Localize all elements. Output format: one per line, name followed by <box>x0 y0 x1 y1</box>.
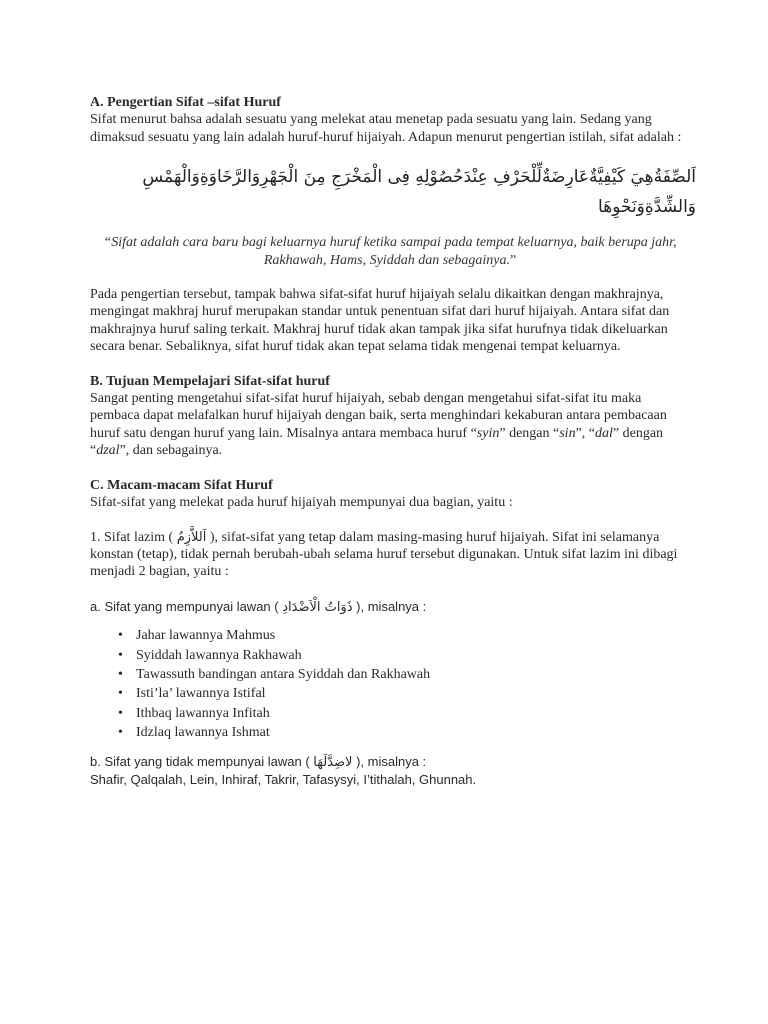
list-item: • Ithbaq lawannya Infitah <box>136 704 690 723</box>
quote-open: “ <box>103 235 112 251</box>
list-item: • Jahar lawannya Mahmus <box>136 626 690 645</box>
no-opposite-arabic: لاضِدَّلَهَا <box>313 754 353 770</box>
sifat-lazim-paragraph: 1. Sifat lazim ( اَللاَّزِمُ ), sifat-sifat yang tetap dalam masing-masing huruf hijaiyah. Sifat ini selamanya konstan (tetap), tidak pernah berubah-ubah selama huruf tersebut digunakan. Untuk sifat lazim ini dibagi menjadi 2 bagian, yaitu : <box>90 529 678 580</box>
term-sin: sin <box>559 425 576 441</box>
quote-text: Sifat adalah cara baru bagi keluarnya huruf ketika sampai pada tempat keluarnya, baik berupa jahr, Rakhawah, Hams, Syiddah dan sebagainya. <box>111 235 677 268</box>
list-item: • Isti’la’ lawannya Istifal <box>136 684 690 703</box>
term-dal: dal <box>595 425 613 441</box>
no-opposite-examples: Shafir, Qalqalah, Lein, Inhiraf, Takrir, Tafasysyi, I’tithalah, Ghunnah. <box>90 771 477 787</box>
section-c-intro: Sifat-sifat yang melekat pada huruf hijaiyah mempunyai dua bagian, yaitu : <box>90 495 513 511</box>
section-c-heading: C. Macam-macam Sifat Huruf <box>90 477 273 493</box>
lazim-arabic: اَللاَّزِمُ <box>176 529 207 545</box>
term-dzal: dzal <box>96 443 120 459</box>
sifat-without-opposite: b. Sifat yang tidak mempunyai lawan ( لاضِدَّلَهَا ), misalnya : <box>90 753 427 770</box>
document-page <box>90 94 696 788</box>
section-a-heading: A. Pengertian Sifat –sifat Huruf <box>90 95 281 110</box>
section-a-paragraph-1: Sifat menurut bahsa adalah sesuatu yang melekat atau menetap pada sesuatu yang lain. Sedang yang dimaksud sesuatu yang lain adalah huruf-huruf hijaiyah. Adapun menurut pengertian istilah, sifat adalah : <box>90 112 682 145</box>
opposite-pairs-list <box>90 626 690 742</box>
term-syin: syin <box>476 425 500 441</box>
list-item: • Syiddah lawannya Rakhawah <box>136 646 690 665</box>
quote-close: ” <box>509 252 517 268</box>
section-a-paragraph-2: Pada pengertian tersebut, tampak bahwa sifat-sifat huruf hijaiyah selalu dikaitkan dengan makhrajnya, mengingat makhraj huruf merupakan standar untuk penentuan sifat dari huruf hijaiyah. Antara sifat dan makhrajnya huruf saling terkait. Makhraj huruf tidak akan tampak jika sifat hurufnya tidak dikeluarkan secara benar. Sebaliknya, sifat huruf tidak akan tepat selama tidak mengenai tempat keluarnya. <box>90 287 670 355</box>
list-item: • Tawassuth bandingan antara Syiddah dan Rakhawah <box>136 665 690 684</box>
definition-quote <box>90 234 690 269</box>
sifat-with-opposite: a. Sifat yang mempunyai lawan ( ذَوَاتُ الْاَضْدَادِ ), misalnya : <box>90 598 427 615</box>
section-b-heading: B. Tujuan Mempelajari Sifat-sifat huruf <box>90 373 330 389</box>
opposite-arabic: ذَوَاتُ الْاَضْدَادِ <box>282 599 353 615</box>
arabic-definition: اَلصِّفَةُهِيَ كَيْفِيَّةٌعَارِضَةٌلِّلْحَرْفِ عِنْدَحُصُوْلِهِ فِى الْمَخْرَجِ مِنَ الْجَهْرِوَالرَّخَاوَةِوَالْهَمْسِ وَالشِّدَّةِوَنَحْوِهَا <box>142 167 696 218</box>
section-b-paragraph: Sangat penting mengetahui sifat-sifat huruf hijaiyah, sebab dengan mengetahui sifat-sifat itu maka pembaca dapat melafalkan huruf hijaiyah dengan baik, serta menghindari kekaburan antara pembacaan huruf satu dengan huruf yang lain. Misalnya antara membaca huruf “syin” dengan “sin”, “dal” dengan “dzal”, dan sebagainya. <box>90 391 667 459</box>
list-item: • Idzlaq lawannya Ishmat <box>136 723 690 742</box>
